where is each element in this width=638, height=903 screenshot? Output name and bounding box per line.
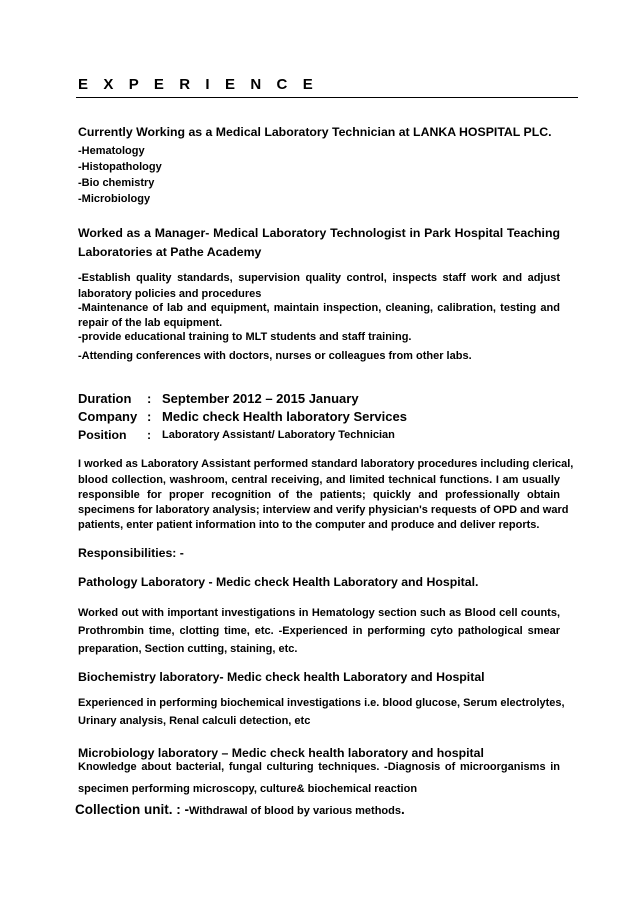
summary-line: specimens for laboratory analysis; interview and verify physician's requests of OPD and ward [78, 504, 569, 516]
company-value: Medic check Health laboratory Services [162, 409, 407, 424]
collection-end: . [400, 802, 405, 817]
pathology-line: Worked out with important investigations in Hematology section such as Blood cell counts, [78, 607, 560, 619]
micro-line: specimen performing microscopy, culture& biochemical reaction [78, 783, 418, 795]
micro-heading: Microbiology laboratory – Medic check health laboratory and hospital [78, 746, 484, 760]
micro-line: Knowledge about bacterial, fungal culturing techniques. -Diagnosis of microorganisms in [78, 761, 560, 773]
duty-line: repair of the lab equipment. [78, 317, 223, 329]
position-label: Position [78, 428, 127, 442]
collection-text: Withdrawal of blood by various methods [189, 805, 401, 817]
colon: : [147, 409, 152, 424]
company-label: Company [78, 409, 138, 424]
colon: : [147, 391, 152, 406]
collection-row [75, 801, 405, 819]
duty-line: -Attending conferences with doctors, nurses or colleagues from other labs. [78, 350, 472, 362]
section-heading: E X P E R I E N C E [78, 76, 319, 93]
section-divider [76, 97, 578, 98]
duty-line: laboratory policies and procedures [78, 288, 262, 300]
department-item: -Hematology [78, 145, 145, 157]
summary-line: I worked as Laboratory Assistant performed standard laboratory procedures including clerical, [78, 458, 574, 470]
biochem-line: Urinary analysis, Renal calculi detection, etc [78, 715, 311, 727]
pathology-heading: Pathology Laboratory - Medic check Health Laboratory and Hospital. [78, 575, 479, 589]
biochem-heading: Biochemistry laboratory- Medic check health Laboratory and Hospital [78, 670, 485, 684]
duration-label: Duration [78, 391, 132, 406]
job2-title-line: Worked as a Manager- Medical Laboratory Technologist in Park Hospital Teaching [78, 226, 560, 240]
duty-line: -Establish quality standards, supervision quality control, inspects staff work and adjust [78, 272, 560, 284]
job2-title-line: Laboratories at Pathe Academy [78, 245, 262, 259]
responsibilities-heading: Responsibilities: - [78, 546, 184, 560]
pathology-line: Prothrombin time, clotting time, etc. -Experienced in performing cyto pathological smear [78, 625, 560, 637]
position-value: Laboratory Assistant/ Laboratory Technician [162, 429, 395, 441]
summary-line: patients, enter patient information into to the computer and produce and deliver reports. [78, 519, 540, 531]
summary-line: blood collection, washroom, central receiving, and limited technical functions. I am usually [78, 474, 560, 486]
duty-line: -Maintenance of lab and equipment, maintain inspection, cleaning, calibration, testing and [78, 302, 560, 314]
collection-label: Collection unit. : - [75, 802, 189, 817]
duty-line: -provide educational training to MLT students and staff training. [78, 331, 412, 343]
summary-line: responsible for proper recognition of the patients; quickly and professionally obtain [78, 489, 560, 501]
job1-title: Currently Working as a Medical Laboratory Technician at LANKA HOSPITAL PLC. [78, 125, 552, 139]
colon: : [147, 428, 152, 442]
pathology-line: preparation, Section cutting, staining, etc. [78, 643, 298, 655]
department-item: -Bio chemistry [78, 177, 155, 189]
department-item: -Microbiology [78, 193, 151, 205]
biochem-line: Experienced in performing biochemical investigations i.e. blood glucose, Serum electrolytes, [78, 697, 565, 709]
duration-value: September 2012 – 2015 January [162, 391, 359, 406]
department-item: -Histopathology [78, 161, 162, 173]
